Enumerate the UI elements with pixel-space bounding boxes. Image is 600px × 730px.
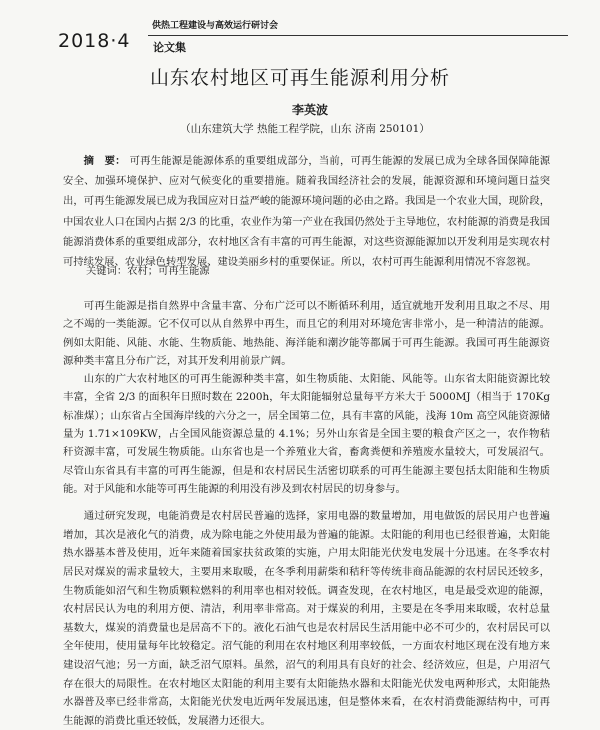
abstract [63, 151, 550, 272]
abstract-text: 可再生能源是能源体系的重要组成部分，当前，可再生能源的发展已成为全球各国保障能源安全、加强环境保护、应对气候变化的重要措施。随着我国经济社会的发展，能源资源和环境问题日益突出，可再生能源发展已成为我国应对日益严峻的能源环境问题的必由之路。我国是一个农业大国，现阶段，中国农业人口在国内占据 2/3 的比重，农业作为第一产业在我国仍然处于主导地位，农村能源的消费是我国能源消费体系的重要组成部分，农村地区含有丰富的可再生能源，对这些资源能源加以开发利用是实现农村可持续发展、农业绿色转型发展、建设美丽乡村的重要保证。所以，农村可再生能源利用情况不容忽视。 [63, 155, 551, 269]
collection-label: 论文集 [153, 41, 186, 54]
article-title: 山东农村地区可再生能源利用分析 [149, 67, 450, 89]
header-rule [148, 35, 568, 36]
keywords [86, 261, 566, 281]
abstract-label: 摘 要： [83, 155, 126, 167]
issue-number: 2018·4 [58, 30, 131, 52]
article-author: 李英波 [291, 103, 328, 117]
author-affiliation: （山东建筑大学 热能工程学院，山东 济南 250101） [180, 123, 430, 135]
keywords-label: 关键词： [86, 265, 128, 277]
body-paragraph: 可再生能源是指自然界中含量丰富、分布广泛可以不断循环利用，适宜就地开发利用且取之不尽、用之不竭的一类能源。它不仅可以从自然界中再生，而且它的利用对环境危害非常小，是一种清洁的能源。例如太阳能、风能、水能、生物质能、地热能、海洋能和潮汐能等都属于可再生能源。我国可再生能源资源种类丰富且分布广泛，对其开发利用前景广阔。 [63, 300, 550, 367]
journal-name: 供热工程建设与高效运行研讨会 [152, 21, 279, 31]
body-paragraph: 山东的广大农村地区的可再生能源种类丰富，如生物质能、太阳能、风能等。山东省太阳能资源比较丰富，全省 2/3 的面积年日照时数在 2200h，年太阳能辐射总量每平方米大于 5000MJ（相当于 170Kg 标准煤）；山东省占全国海岸线的六分之一，居全国第二位，具有丰富的风能，浅海 10m 高空风能资源储量为 1.71×109KW，占全国风能资源总量的 4.1%；另外山东省是全国主要的粮食产区之一，农作物秸秆资源丰富，可发展生物质能。山东省也是一个养殖业大省，畜禽粪便和养殖废水量较大，可发展沼气。尽管山东省具有丰富的可再生能源，但是和农村居民生活密切联系的可再生能源主要包括太阳能和生物质能。对于风能和水能等可再生能源的利用没有涉及到农村居民的切身参与。 [63, 373, 550, 495]
keywords-text: 农村；可再生能源 [127, 265, 210, 277]
article-body [63, 297, 550, 730]
body-paragraph: 通过研究发现，电能消费是农村居民普遍的选择，家用电器的数量增加，用电做饭的居民用户也普遍增加，其次是液化气的消费，成为除电能之外使用最为普遍的能源。太阳能的利用也已经很普遍，太阳能热水器基本普及使用，近年来随着国家扶贫政策的实施，户用太阳能光伏发电发展十分迅速。在冬季农村居民对煤炭的需求量较大，主要用来取暖，在冬季利用薪柴和秸秆等传统非商品能源的农村居民还较多，生物质能如沼气和生物质颗粒燃料的利用率也相对较低。调查发现，在农村地区，电是最受欢迎的能源，农村居民认为电的利用方便、清洁，利用率非常高。对于煤炭的利用，主要是在冬季用来取暖，农村总量基数大，煤炭的消费量也是居高不下的。液化石油气也是农村居民生活用能中必不可少的，农村居民可以全年使用，使用量每年比较稳定。沼气能的利用在农村地区利用率较低，一方面农村地区现在没有地方来建设沼气池；另一方面，缺乏沼气原料。虽然，沼气的利用具有良好的社会、经济效应，但是，户用沼气存在很大的局限性。在农村地区太阳能的利用主要有太阳能热水器和太阳能光伏发电两种形式，太阳能热水器普及率已经非常高，太阳能光伏发电近两年发展迅速，但是整体来看，在农村消费能源结构中，可再生能源的消费比重还较低，发展潜力还很大。 [63, 510, 550, 727]
